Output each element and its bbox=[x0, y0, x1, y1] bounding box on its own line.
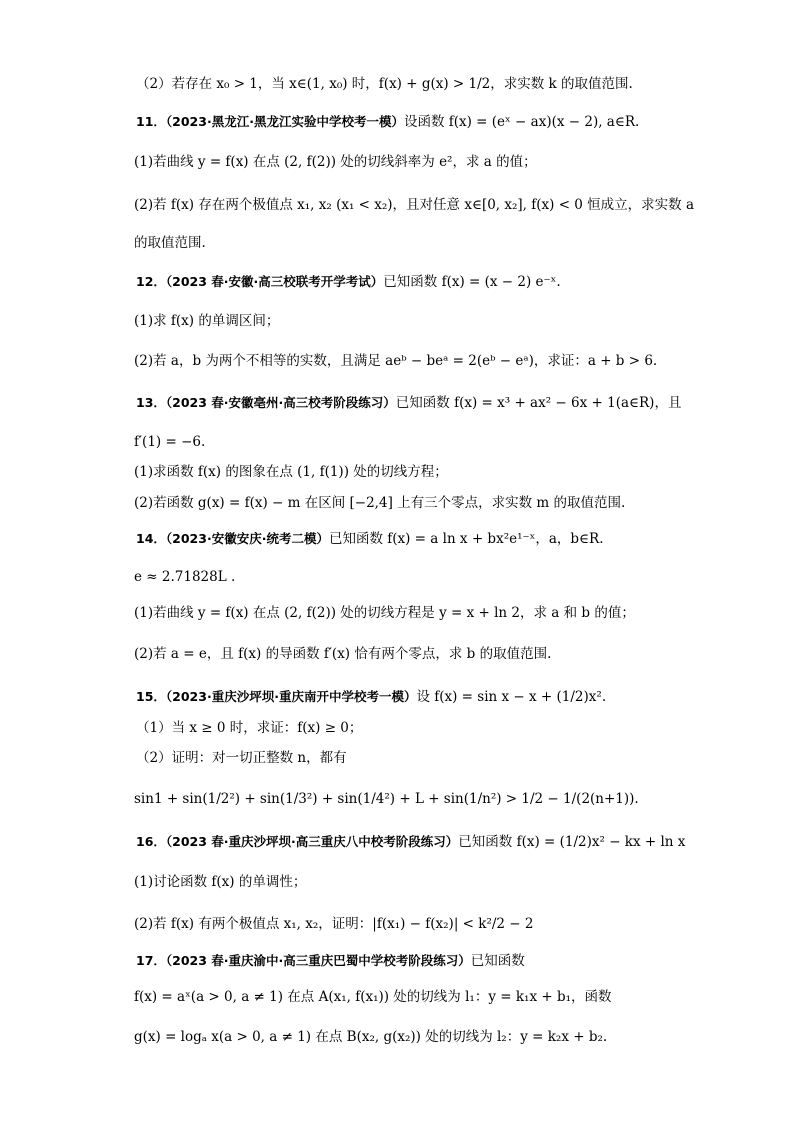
p11-stem: 11．（2023·黑龙江·黑龙江实验中学校考一模）设函数 f(x) = (eˣ − ax)(x − 2), a∈R. bbox=[136, 114, 640, 130]
p16-part2: (2)若 f(x) 有两个极值点 x₁, x₂，证明：|f(x₁) − f(x₂)| < k²/2 − 2 bbox=[134, 916, 534, 932]
p12-stem: 12．（2023 春·安徽·高三校联考开学考试）已知函数 f(x) = (x − 2) e⁻ˣ. bbox=[136, 274, 561, 290]
p11-part2-cont: 的取值范围. bbox=[134, 235, 206, 251]
p13-stem: 13．（2023 春·安徽亳州·高三校考阶段练习）已知函数 f(x) = x³ + ax² − 6x + 1(a∈R)，且 bbox=[136, 395, 682, 411]
p11-part1: (1)若曲线 y = f(x) 在点 (2, f(2)) 处的切线斜率为 e²，求 a 的值； bbox=[134, 154, 537, 170]
p15-stem: 15．（2023·重庆沙坪坝·重庆南开中学校考一模）设 f(x) = sin x − x + (1/2)x². bbox=[136, 689, 607, 705]
p17-line1: f(x) = aˣ(a > 0, a ≠ 1) 在点 A(x₁, f(x₁)) 处的切线为 l₁：y = k₁x + b₁，函数 bbox=[134, 989, 612, 1005]
p17-stem: 17．（2023 春·重庆渝中·高三重庆巴蜀中学校考阶段练习）已知函数 bbox=[136, 953, 525, 969]
p13-part1: (1)求函数 f(x) 的图象在点 (1, f(1)) 处的切线方程； bbox=[134, 464, 448, 480]
p14-stem: 14．（2023·安徽安庆·统考二模）已知函数 f(x) = a ln x + bx²e¹⁻ˣ，a，b∈R. bbox=[136, 531, 604, 547]
p13-given: f′(1) = −6. bbox=[134, 434, 206, 450]
p14-part1: (1)若曲线 y = f(x) 在点 (2, f(2)) 处的切线方程是 y = x + ln 2，求 a 和 b 的值； bbox=[134, 605, 635, 621]
p17-line2: g(x) = logₐ x(a > 0, a ≠ 1) 在点 B(x₂, g(x₂)) 处的切线为 l₂：y = k₂x + b₂. bbox=[134, 1029, 608, 1045]
p12-part1: (1)求 f(x) 的单调区间； bbox=[134, 313, 280, 329]
p15-part1: （1）当 x ≥ 0 时，求证：f(x) ≥ 0； bbox=[136, 720, 363, 736]
p10-part2: （2）若存在 x₀ > 1，当 x∈(1, x₀) 时，f(x) + g(x) > 1/2，求实数 k 的取值范围. bbox=[136, 76, 633, 92]
p15-inequality: sin1 + sin(1/2²) + sin(1/3²) + sin(1/4²) + L + sin(1/n²) > 1/2 − 1/(2(n+1)). bbox=[134, 791, 639, 807]
p15-part2: （2）证明：对一切正整数 n，都有 bbox=[136, 750, 347, 766]
p16-stem: 16．（2023 春·重庆沙坪坝·高三重庆八中校考阶段练习）已知函数 f(x) = (1/2)x² − kx + ln x bbox=[136, 834, 686, 850]
p14-part2: (2)若 a = e，且 f(x) 的导函数 f′(x) 恰有两个零点，求 b 的取值范围. bbox=[134, 646, 552, 662]
p13-part2: (2)若函数 g(x) = f(x) − m 在区间 [−2,4] 上有三个零点，求实数 m 的取值范围. bbox=[134, 495, 626, 511]
p12-part2: (2)若 a，b 为两个不相等的实数，且满足 aeᵇ − beᵃ = 2(eᵇ − eᵃ)，求证：a + b > 6. bbox=[134, 353, 658, 369]
p11-part2: (2)若 f(x) 存在两个极值点 x₁, x₂ (x₁ < x₂)，且对任意 x∈[0, x₂], f(x) < 0 恒成立，求实数 a bbox=[134, 197, 695, 213]
p14-constant: e ≈ 2.71828L . bbox=[134, 569, 236, 585]
p16-part1: (1)讨论函数 f(x) 的单调性； bbox=[134, 874, 307, 890]
